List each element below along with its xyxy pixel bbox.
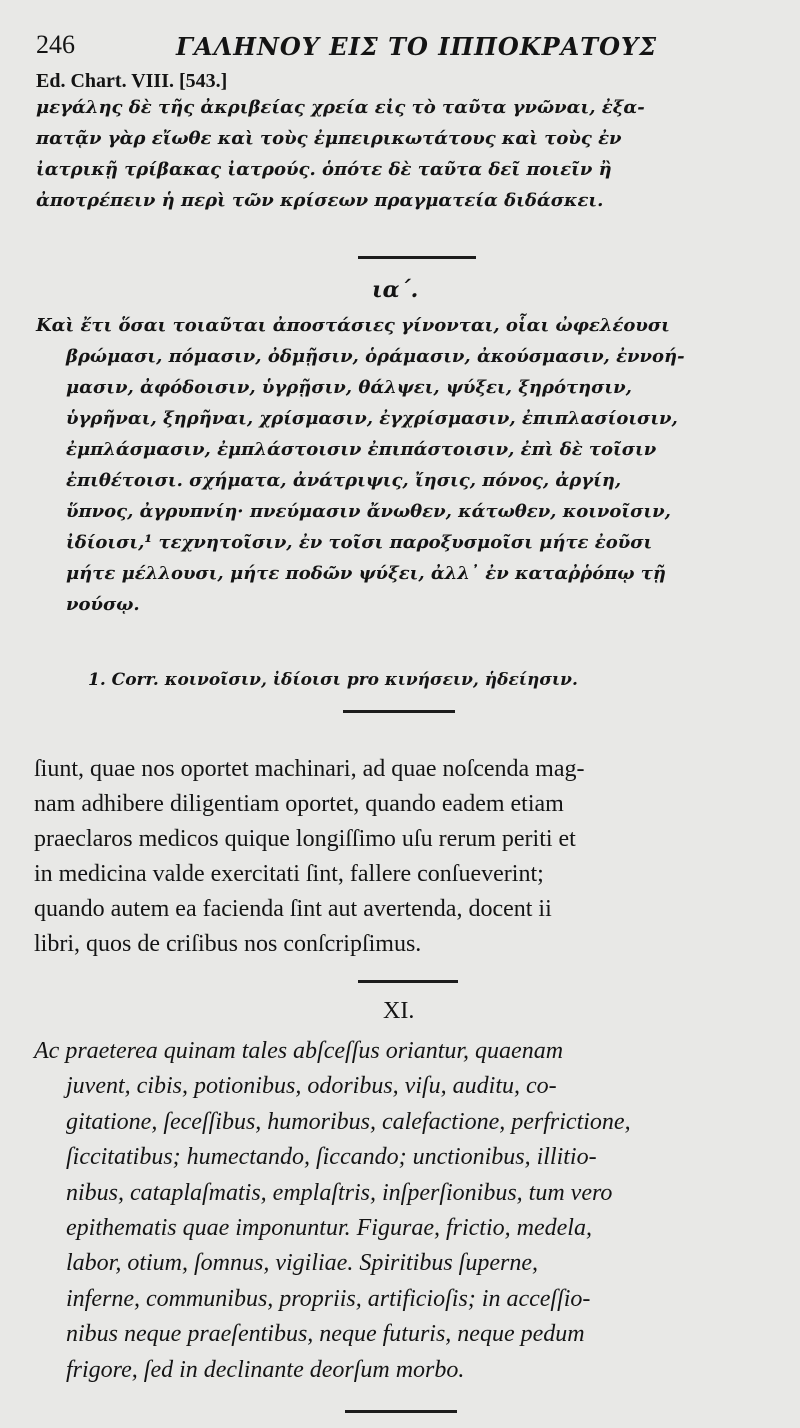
text-line: in medicina valde exercitati ſint, fallere conſueverint;	[34, 861, 544, 887]
text-line: ἐπιθέτοισι. σχήματα, ἀνάτριψις, ἴησις, πόνος, ἀργίη,	[66, 470, 622, 491]
text-line: Καὶ ἔτι ὅσαι τοιαῦται ἀποστάσιες γίνονται, οἷαι ὠφελέουσι	[36, 315, 670, 336]
text-line: ἀποτρέπειν ἡ περὶ τῶν κρίσεων πραγματεία διδάσκει.	[36, 190, 604, 211]
text-line: inferne, communibus, propriis, artificioſis; in acceſſio-	[66, 1285, 591, 1312]
text-line: ὕπνος, ἀγρυπνίη· πνεύμασιν ἄνωθεν, κάτωθεν, κοινοῖσιν,	[66, 501, 671, 522]
text-line: ἰατρικῇ τρίβακας ἰατρούς. ὁπότε δὲ ταῦτα δεῖ ποιεῖν ἢ	[36, 159, 612, 180]
running-title: ΓΑΛΗΝΟΥ ΕΙΣ ΤΟ ΙΠΠΟΚΡΑΤΟΥΣ	[176, 32, 658, 61]
text-line: quando autem ea facienda ſint aut avertenda, docent ii	[34, 896, 552, 922]
text-line: praeclaros medicos quique longiſſimo uſu rerum periti et	[34, 826, 576, 852]
greek-section-number: ια΄.	[372, 277, 419, 303]
text-line: nibus neque praeſentibus, neque futuris, neque pedum	[66, 1321, 585, 1348]
text-line: νούσῳ.	[66, 594, 140, 615]
text-line: nam adhibere diligentiam oportet, quando eadem etiam	[34, 791, 564, 817]
page-number: 246	[36, 30, 75, 59]
text-line: ſiunt, quae nos oportet machinari, ad quae noſcenda mag-	[34, 756, 585, 782]
section-divider	[343, 710, 455, 713]
text-line: ὑγρῆναι, ξηρῆναι, χρίσμασιν, ἐγχρίσμασιν, ἐπιπλασίοισιν,	[66, 408, 678, 429]
section-divider	[345, 1410, 457, 1413]
text-line: libri, quos de criſibus nos conſcripſimus.	[34, 931, 422, 957]
footnote: 1. Corr. κοινοῖσιν, ἰδίοισι pro κινήσειν, ἡδείησιν.	[88, 670, 578, 690]
text-line: frigore, ſed in declinante deorſum morbo.	[66, 1356, 465, 1383]
text-line: μασιν, ἀφόδοισιν, ὑγρῇσιν, θάλψει, ψύξει, ξηρότησιν,	[66, 377, 632, 398]
latin-section-number: XI.	[383, 998, 415, 1024]
page-header	[36, 30, 776, 66]
text-line: μήτε μέλλουσι, μήτε ποδῶν ψύξει, ἀλλ᾽ ἐν καταῤῥόπῳ τῇ	[66, 563, 666, 584]
latin-intro-paragraph	[34, 752, 774, 962]
text-line: epithematis quae imponuntur. Figurae, frictio, medela,	[66, 1215, 592, 1242]
text-line: μεγάλης δὲ τῆς ἀκριβείας χρεία εἰς τὸ ταῦτα γνῶναι, ἐξα-	[36, 97, 645, 118]
text-line: ἰδίοισι,¹ τεχνητοῖσιν, ἐν τοῖσι παροξυσμοῖσι μήτε ἐοῦσι	[66, 532, 653, 553]
section-divider	[358, 256, 476, 259]
text-line: ἐμπλάσμασιν, ἐμπλάστοισιν ἐπιπάστοισιν, ἐπὶ δὲ τοῖσιν	[66, 439, 657, 460]
text-line: Ac praeterea quinam tales abſceſſus oriantur, quaenam	[34, 1038, 564, 1064]
text-line: ſiccitatibus; humectando, ſiccando; unctionibus, illitio-	[66, 1144, 597, 1171]
section-divider	[358, 980, 458, 983]
greek-intro-paragraph	[36, 92, 776, 216]
text-line: labor, otium, ſomnus, vigiliae. Spiritibus ſuperne,	[66, 1250, 538, 1277]
latin-aphorism-text	[34, 1034, 774, 1388]
edition-reference: Ed. Chart. VIII. [543.]	[36, 70, 228, 92]
greek-aphorism-text	[36, 310, 776, 620]
text-line: juvent, cibis, potionibus, odoribus, viſu, auditu, co-	[66, 1073, 557, 1100]
text-line: πατᾷν γὰρ εἴωθε καὶ τοὺς ἐμπειρικωτάτους καὶ τοὺς ἐν	[36, 128, 622, 149]
text-line: gitatione, ſeceſſibus, humoribus, calefactione, perfrictione,	[66, 1108, 631, 1135]
text-line: nibus, cataplaſmatis, emplaſtris, inſperſionibus, tum vero	[66, 1179, 613, 1206]
text-line: βρώμασι, πόμασιν, ὀδμῇσιν, ὁράμασιν, ἀκούσμασιν, ἐννοή-	[66, 346, 685, 367]
